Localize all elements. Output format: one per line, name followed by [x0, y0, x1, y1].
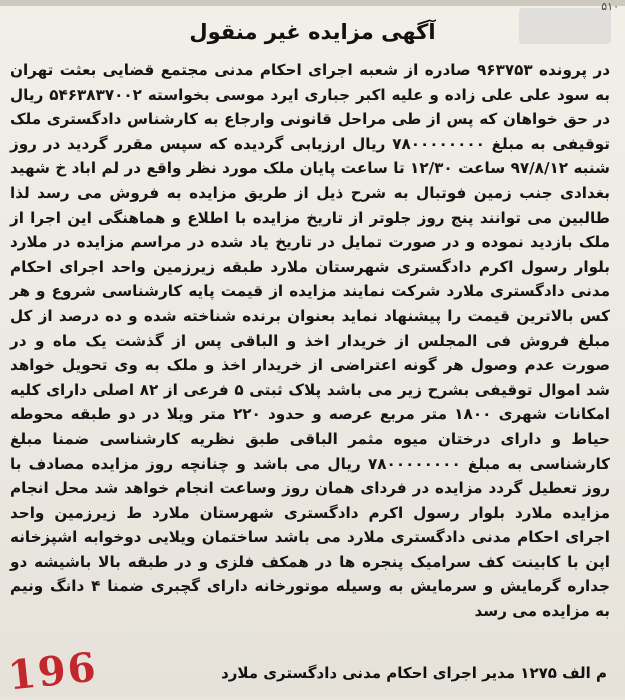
top-edge	[0, 0, 625, 6]
notice-paragraph: در پرونده ۹۶۳۷۵۳ صادره از شعبه اجرای احکام مدنی مجتمع قضایی بعثت تهران به سود علی علی زاده و علیه اکبر جباری ایرد موسی بخواسته ۵۴۶۳۸۳۷۰۰۲ ریال در حق خواهان که پس از طی مراحل قانونی وارجاع به کارشناس دادگستری ملک توقیفی به مبلغ ۷۸۰۰۰۰۰۰۰۰ ریال ارزیابی گردیده که سپس مقرر گردید در روز شنبه ۹۷/۸/۱۲ ساعت ۱۲/۳۰ تا ساعت پایان ملک مورد نظر واقع در لم اباد خ شهید بغدادی جنب زمین فوتبال به شرح ذیل از طریق مزایده به فروش می رسد لذا طالبین می توانند پنج روز جلوتر از تاریخ مزایده با اطلاع و هماهنگی این اجرا از ملک بازدید نموده و در صورت تمایل در تاریخ یاد شده در مراسم مزایده در ملارد بلوار رسول اکرم دادگستری شهرستان ملارد طبقه زیرزمین واحد اجرای احکام مدنی دادگستری ملارد شرکت نمایند مزایده از قیمت پایه کارشناسی شروع و هر کس بالاترین قیمت را پیشنهاد نماید بعنوان برنده شناخته شده و ده درصد از کل مبلغ فروش فی المجلس از خریدار اخذ و الباقی پس از گذشت یک ماه و در صورت عدم وصول هر گونه اعتراضی از خریدار اخذ و ملک به وی تحویل خواهد شد اموال توقیفی بشرح زیر می باشد پلاک ثبتی ۵ فرعی از ۸۲ اصلی دارای کلیه امکانات شهری ۱۸۰۰ متر مربع عرصه و حدود ۲۲۰ متر ویلا در دو طبقه محوطه حیاط و دارای درختان میوه مثمر الباقی طبق نظریه کارشناسی ضمنا مبلغ کارشناسی به مبلغ ۷۸۰۰۰۰۰۰۰۰ ریال می باشد و چنانچه روز مزایده مصادف با روز تعطیل گردد مزایده در فردای همان روز وساعت انجام خواهد شد محل انجام مزایده ملارد بلوار رسول اکرم دادگستری شهرستان ملارد ط زیرزمین واحد اجرای احکام مدنی دادگستری ملارد می باشد ساختمان ویلایی دوخوابه اشپزخانه اپن با کابینت کف سرامیک پنجره ها در همکف فلزی و در طبقه بالا باشیشه دو جداره گرمایش و سرمایش به وسیله موتورخانه دارای گچبری ضمنا ۴ دانگ ونیم به مزایده می رسد	[10, 61, 610, 621]
corner-number: ۵۱۰	[601, 0, 619, 13]
notice-footer: م الف ۱۲۷۵ مدیر اجرای احکام مدنی دادگستری ملارد	[221, 664, 607, 682]
handwritten-number: 196	[5, 643, 100, 700]
notice-title: آگهی مزایده غیر منقول	[189, 20, 436, 44]
notice-body	[10, 58, 610, 624]
